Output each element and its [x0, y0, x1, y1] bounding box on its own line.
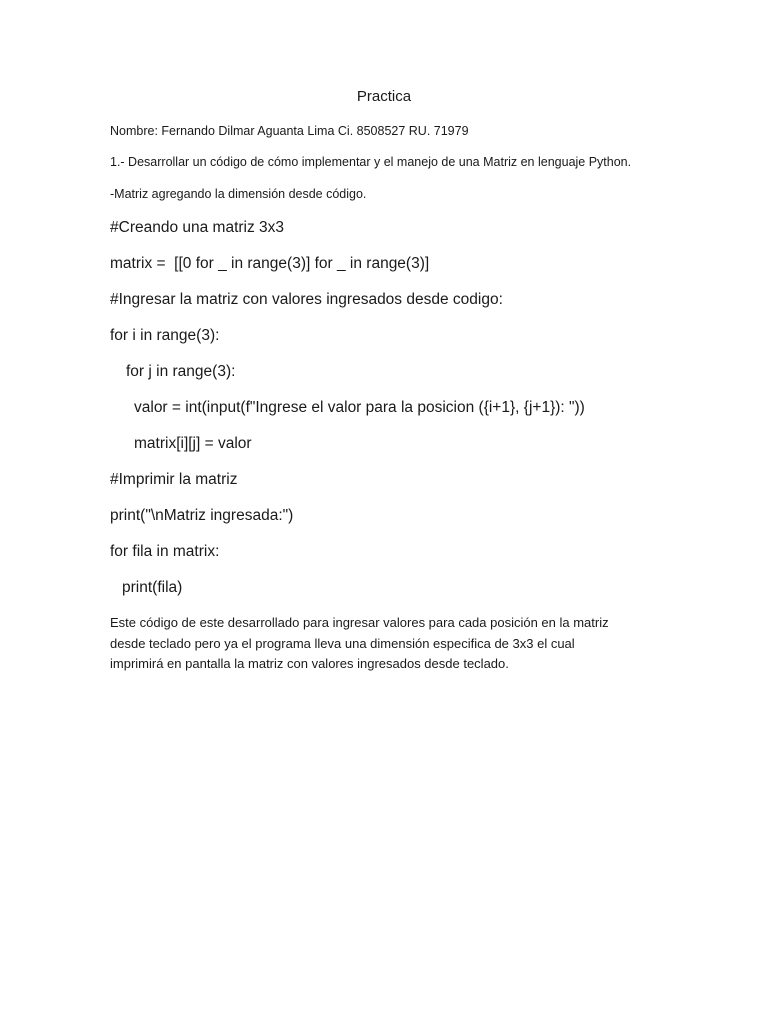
- code-line: for j in range(3):: [126, 363, 236, 380]
- code-line: print(fila): [122, 579, 183, 596]
- description-line: desde teclado pero ya el programa lleva una dimensión especifica de 3x3 el cual: [110, 635, 575, 651]
- section-subtitle: -Matriz agregando la dimensión desde código.: [110, 187, 367, 201]
- description-paragraph: [110, 613, 670, 675]
- code-line: matrix[i][j] = valor: [134, 435, 252, 452]
- description-line: Este código de este desarrollado para ingresar valores para cada posición en la matriz: [110, 615, 609, 630]
- code-line: #Imprimir la matriz: [110, 471, 238, 488]
- code-line: valor = int(input(f"Ingrese el valor para la posicion ({i+1}, {j+1}): ")): [134, 399, 585, 416]
- code-line: matrix = [[0 for _ in range(3)] for _ in range(3)]: [110, 255, 430, 272]
- author-line: Nombre: Fernando Dilmar Aguanta Lima Ci. 8508527 RU. 71979: [110, 124, 469, 138]
- code-line: for fila in matrix:: [110, 543, 220, 560]
- code-line: #Creando una matriz 3x3: [110, 219, 285, 236]
- description-line: imprimirá en pantalla la matriz con valores ingresados desde teclado.: [110, 656, 509, 671]
- task-statement: 1.- Desarrollar un código de cómo implementar y el manejo de una Matriz en lenguaje Python.: [110, 155, 632, 169]
- code-line: print("\nMatriz ingresada:"): [110, 507, 294, 524]
- code-line: for i in range(3):: [110, 327, 220, 344]
- code-line: #Ingresar la matriz con valores ingresados desde codigo:: [110, 291, 503, 308]
- page-title: Practica: [356, 88, 412, 105]
